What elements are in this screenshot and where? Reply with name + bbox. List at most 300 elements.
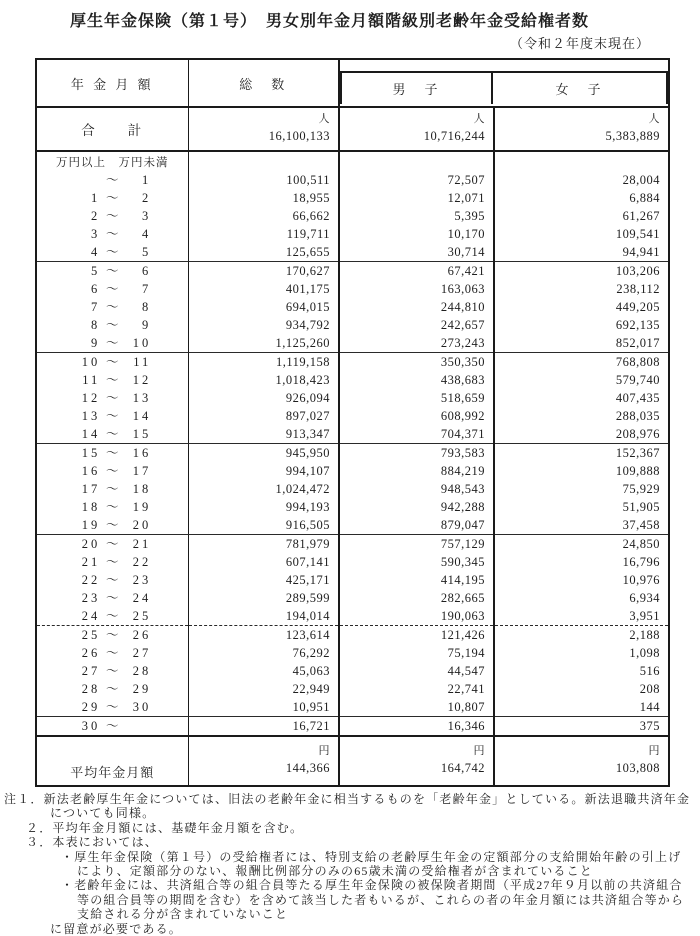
cell-male: 273,243 bbox=[339, 334, 494, 353]
range-label bbox=[37, 571, 188, 589]
note-line bbox=[0, 821, 700, 835]
range-label bbox=[37, 717, 188, 735]
average-row-label: 平均年金月額 bbox=[36, 736, 188, 786]
average-cell-total bbox=[188, 736, 339, 786]
table-row bbox=[36, 280, 669, 298]
range-tilde: ～ bbox=[105, 191, 119, 205]
cell-total: 100,511 bbox=[188, 171, 339, 189]
total-cell-total bbox=[188, 107, 339, 151]
range-label-cell bbox=[36, 553, 188, 571]
average-value-total: 144,366 bbox=[285, 761, 330, 775]
range-tilde: ～ bbox=[105, 682, 119, 696]
cell-total: 1,125,260 bbox=[188, 334, 339, 353]
range-label-cell bbox=[36, 280, 188, 298]
cell-total: 1,018,423 bbox=[188, 371, 339, 389]
range-label-cell bbox=[36, 626, 188, 645]
table-row bbox=[36, 589, 669, 607]
cell-female: 288,035 bbox=[615, 409, 661, 423]
range-label-cell bbox=[36, 444, 188, 463]
average-cell-male bbox=[339, 736, 494, 786]
cell-total: 289,599 bbox=[188, 589, 339, 607]
range-to: 2 bbox=[142, 191, 152, 205]
range-label bbox=[37, 698, 188, 716]
range-from: 13 bbox=[81, 409, 101, 423]
range-tilde: ～ bbox=[105, 500, 119, 514]
header-strip bbox=[340, 60, 668, 71]
range-label-cell bbox=[36, 407, 188, 425]
cell-total: 934,792 bbox=[188, 316, 339, 334]
range-to: 27 bbox=[132, 646, 152, 660]
range-label-cell bbox=[36, 498, 188, 516]
cell-male: 884,219 bbox=[339, 462, 494, 480]
cell-total: 22,949 bbox=[188, 680, 339, 698]
range-label-cell bbox=[36, 316, 188, 334]
range-to: 19 bbox=[132, 500, 152, 514]
range-to: 10 bbox=[132, 336, 152, 350]
cell-female: 375 bbox=[639, 719, 661, 733]
range-label bbox=[37, 589, 188, 607]
range-tilde: ～ bbox=[105, 282, 119, 296]
note-text: ３．本表においては、 bbox=[26, 835, 159, 850]
cell-female: 51,905 bbox=[622, 500, 661, 514]
range-from: 11 bbox=[82, 373, 101, 387]
cell-male: 30,714 bbox=[339, 243, 494, 262]
cell-male: 22,741 bbox=[339, 680, 494, 698]
notes bbox=[0, 792, 700, 936]
cell-male: 518,659 bbox=[339, 389, 494, 407]
cell-total: 994,193 bbox=[188, 498, 339, 516]
range-tilde: ～ bbox=[105, 464, 119, 478]
range-from: 27 bbox=[81, 664, 101, 678]
cell-total: 926,094 bbox=[188, 389, 339, 407]
range-from: 1 bbox=[91, 191, 101, 205]
table-row bbox=[36, 298, 669, 316]
range-label-cell bbox=[36, 353, 188, 372]
col-header-female: 女 子 bbox=[555, 82, 604, 97]
cell-male: 704,371 bbox=[339, 425, 494, 444]
total-value-female: 5,383,889 bbox=[605, 129, 661, 143]
range-tilde: ～ bbox=[105, 355, 119, 369]
empty-cell bbox=[339, 151, 494, 171]
gender-header-box bbox=[340, 71, 668, 104]
cell-female: 144 bbox=[494, 698, 669, 717]
range-to: 7 bbox=[142, 282, 152, 296]
table-row bbox=[36, 516, 669, 535]
cell-female: 75,929 bbox=[622, 482, 661, 496]
range-tilde: ～ bbox=[105, 664, 119, 678]
empty-cell bbox=[188, 151, 339, 171]
range-label-cell bbox=[36, 607, 188, 626]
note-text: 注１．新法老齢厚生年金については、旧法の老齢年金に相当するものを「老齢年金」としている。新法退職共済年金 bbox=[4, 792, 691, 806]
table-row bbox=[36, 698, 669, 717]
range-to: 30 bbox=[132, 700, 152, 714]
range-from: 18 bbox=[81, 500, 101, 514]
cell-total: 18,955 bbox=[188, 189, 339, 207]
cell-male: 414,195 bbox=[339, 571, 494, 589]
range-tilde: ～ bbox=[105, 573, 119, 587]
range-label bbox=[37, 280, 188, 298]
range-from: 3 bbox=[91, 227, 101, 241]
range-tilde: ～ bbox=[105, 227, 119, 241]
range-label bbox=[37, 607, 188, 625]
range-from: 5 bbox=[91, 264, 101, 278]
cell-total: 916,505 bbox=[188, 516, 339, 535]
cell-total: 694,015 bbox=[188, 298, 339, 316]
table-row bbox=[36, 680, 669, 698]
note-text: 支給される分が含まれていないこと bbox=[77, 907, 289, 922]
cell-female: 10,976 bbox=[622, 573, 661, 587]
range-from: 2 bbox=[91, 209, 101, 223]
range-to: 21 bbox=[132, 537, 152, 551]
cell-male: 10,807 bbox=[339, 698, 494, 717]
cell-female: 2,188 bbox=[629, 628, 661, 642]
total-value-male: 10,716,244 bbox=[423, 129, 485, 143]
range-label-cell bbox=[36, 207, 188, 225]
range-label-cell bbox=[36, 535, 188, 554]
range-from: 9 bbox=[91, 336, 101, 350]
range-label bbox=[37, 644, 188, 662]
note-line bbox=[0, 792, 700, 806]
range-to: 26 bbox=[132, 628, 152, 642]
range-to: 25 bbox=[132, 609, 152, 623]
cell-male: 942,288 bbox=[339, 498, 494, 516]
cell-female: 61,267 bbox=[622, 209, 661, 223]
table-row bbox=[36, 262, 669, 281]
range-from: 12 bbox=[81, 391, 101, 405]
cell-total: 170,627 bbox=[188, 262, 339, 281]
cell-female: 37,458 bbox=[494, 516, 669, 535]
average-value-male: 164,742 bbox=[440, 761, 485, 775]
cell-female: 768,808 bbox=[615, 355, 661, 369]
range-label bbox=[37, 371, 188, 389]
range-tilde: ～ bbox=[105, 409, 119, 423]
total-cell-female bbox=[494, 107, 669, 151]
cell-female: 208 bbox=[639, 682, 661, 696]
total-row bbox=[36, 107, 669, 151]
person-unit: 人 bbox=[473, 113, 485, 125]
note-text: ・老齢年金には、共済組合等の組合員等たる厚生年金保険の被保険者期間（平成27年９月以前の共済組合 bbox=[61, 878, 683, 893]
table-row bbox=[36, 480, 669, 498]
col-header-total: 総 数 bbox=[188, 59, 339, 107]
cell-total: 781,979 bbox=[188, 535, 339, 554]
range-to: 24 bbox=[132, 591, 152, 605]
note-line bbox=[0, 864, 700, 878]
cell-male: 590,345 bbox=[339, 553, 494, 571]
range-label bbox=[37, 480, 188, 498]
table-row bbox=[36, 571, 669, 589]
table-row bbox=[36, 207, 669, 225]
total-row-label: 合 計 bbox=[36, 107, 188, 151]
cell-female: 103,206 bbox=[615, 264, 661, 278]
cell-total: 994,107 bbox=[188, 462, 339, 480]
range-label-cell bbox=[36, 480, 188, 498]
range-tilde: ～ bbox=[105, 209, 119, 223]
range-tilde: ～ bbox=[105, 482, 119, 496]
range-to: 14 bbox=[132, 409, 152, 423]
table-row bbox=[36, 553, 669, 571]
cell-total: 123,614 bbox=[188, 626, 339, 645]
note-line bbox=[0, 806, 700, 820]
range-tilde: ～ bbox=[105, 591, 119, 605]
cell-female: 94,941 bbox=[494, 243, 669, 262]
cell-male: 793,583 bbox=[339, 444, 494, 463]
cell-male: 190,063 bbox=[339, 607, 494, 626]
cell-female: 579,740 bbox=[615, 373, 661, 387]
range-header-label: 万円以上 万円未満 bbox=[36, 151, 188, 171]
table-row bbox=[36, 243, 669, 262]
range-label-cell bbox=[36, 425, 188, 444]
range-label-cell bbox=[36, 334, 188, 353]
cell-female: 852,017 bbox=[494, 334, 669, 353]
range-to: 28 bbox=[132, 664, 152, 678]
person-unit: 人 bbox=[648, 113, 661, 125]
cell-female: 109,541 bbox=[615, 227, 661, 241]
range-from: 6 bbox=[91, 282, 101, 296]
note-text: ・厚生年金保険（第１号）の受給権者には、特別支給の老齢厚生年金の定額部分の支給開始年齢の引上げ bbox=[61, 849, 682, 864]
range-from: 8 bbox=[91, 318, 101, 332]
cell-total: 897,027 bbox=[188, 407, 339, 425]
cell-male: 608,992 bbox=[339, 407, 494, 425]
range-from: 26 bbox=[81, 646, 101, 660]
cell-female: 152,367 bbox=[615, 446, 661, 460]
range-tilde: ～ bbox=[105, 173, 119, 187]
range-label bbox=[37, 535, 188, 553]
range-to: 16 bbox=[132, 446, 152, 460]
range-from: 25 bbox=[81, 628, 101, 642]
note-text: により、定額部分のない、報酬比例部分のみの65歳未満の受給権者が含まれていること bbox=[77, 864, 594, 879]
range-to: 17 bbox=[132, 464, 152, 478]
range-label bbox=[37, 407, 188, 425]
table-row bbox=[36, 316, 669, 334]
cell-male: 244,810 bbox=[339, 298, 494, 316]
table-row bbox=[36, 371, 669, 389]
cell-total: 194,014 bbox=[188, 607, 339, 626]
range-label-cell bbox=[36, 516, 188, 535]
range-from: 7 bbox=[91, 300, 101, 314]
table-row bbox=[36, 662, 669, 680]
yen-unit: 円 bbox=[473, 745, 485, 757]
cell-male: 12,071 bbox=[339, 189, 494, 207]
range-from: 29 bbox=[81, 700, 101, 714]
table-row bbox=[36, 407, 669, 425]
range-tilde: ～ bbox=[105, 719, 119, 733]
table-row bbox=[36, 171, 669, 189]
note-line bbox=[0, 850, 700, 864]
table-row bbox=[36, 644, 669, 662]
range-label bbox=[37, 207, 188, 225]
table-row bbox=[36, 353, 669, 372]
range-label bbox=[37, 262, 188, 280]
col-header-pension-amount: 年 金 月 額 bbox=[36, 59, 188, 107]
page-title: 厚生年金保険（第１号） 男女別年金月額階級別老齢年金受給権者数 bbox=[70, 13, 590, 30]
range-label-cell bbox=[36, 644, 188, 662]
cell-total: 10,951 bbox=[188, 698, 339, 717]
range-tilde: ～ bbox=[105, 555, 119, 569]
range-label-cell bbox=[36, 589, 188, 607]
range-label bbox=[37, 171, 188, 189]
range-label bbox=[37, 425, 188, 443]
note-line bbox=[0, 907, 700, 921]
note-text: 等の組合員等の期間を含む）を含めて該当した者もいるが、これらの者の年金月額には共済組合等から bbox=[77, 892, 685, 907]
range-label bbox=[37, 243, 188, 261]
cell-total: 1,024,472 bbox=[188, 480, 339, 498]
range-label bbox=[37, 553, 188, 571]
table-row bbox=[36, 717, 669, 737]
cell-total: 125,655 bbox=[188, 243, 339, 262]
cell-male: 163,063 bbox=[339, 280, 494, 298]
cell-male: 121,426 bbox=[339, 626, 494, 645]
cell-female: 109,888 bbox=[615, 464, 661, 478]
cell-male: 75,194 bbox=[339, 644, 494, 662]
range-tilde: ～ bbox=[105, 336, 119, 350]
table-row bbox=[36, 189, 669, 207]
range-from: 23 bbox=[81, 591, 101, 605]
range-tilde: ～ bbox=[105, 300, 119, 314]
range-tilde: ～ bbox=[105, 245, 119, 259]
cell-male: 10,170 bbox=[339, 225, 494, 243]
range-tilde: ～ bbox=[105, 537, 119, 551]
range-label-cell bbox=[36, 680, 188, 698]
range-tilde: ～ bbox=[105, 427, 119, 441]
range-label bbox=[37, 225, 188, 243]
table-row bbox=[36, 225, 669, 243]
cell-male: 438,683 bbox=[339, 371, 494, 389]
cell-total: 945,950 bbox=[188, 444, 339, 463]
range-label-cell bbox=[36, 298, 188, 316]
range-label-cell bbox=[36, 571, 188, 589]
range-label-cell bbox=[36, 389, 188, 407]
range-from: 30 bbox=[81, 719, 101, 733]
range-to: 4 bbox=[142, 227, 152, 241]
cell-male: 350,350 bbox=[339, 353, 494, 372]
total-value-total: 16,100,133 bbox=[268, 129, 330, 143]
table-row bbox=[36, 334, 669, 353]
range-to: 9 bbox=[142, 318, 152, 332]
col-header-gender-group bbox=[339, 59, 669, 107]
cell-female: 208,976 bbox=[494, 425, 669, 444]
cell-male: 67,421 bbox=[339, 262, 494, 281]
range-from: 21 bbox=[81, 555, 101, 569]
average-value-female: 103,808 bbox=[615, 761, 661, 775]
range-label-cell bbox=[36, 717, 188, 737]
cell-female: 1,098 bbox=[629, 646, 661, 660]
range-header-row bbox=[36, 151, 669, 171]
cell-total: 401,175 bbox=[188, 280, 339, 298]
range-label-cell bbox=[36, 189, 188, 207]
range-tilde: ～ bbox=[105, 628, 119, 642]
range-to: 3 bbox=[142, 209, 152, 223]
note-text: に留意が必要である。 bbox=[50, 921, 183, 936]
range-from: 22 bbox=[81, 573, 101, 587]
table-row bbox=[36, 498, 669, 516]
range-tilde: ～ bbox=[105, 609, 119, 623]
total-cell-male bbox=[339, 107, 494, 151]
range-from: 20 bbox=[81, 537, 101, 551]
range-tilde: ～ bbox=[105, 264, 119, 278]
cell-female: 16,796 bbox=[622, 555, 661, 569]
cell-total: 16,721 bbox=[188, 717, 339, 737]
range-to: 29 bbox=[132, 682, 152, 696]
cell-male: 242,657 bbox=[339, 316, 494, 334]
range-label-cell bbox=[36, 171, 188, 189]
cell-female: 6,934 bbox=[629, 591, 661, 605]
cell-male: 44,547 bbox=[339, 662, 494, 680]
range-label-cell bbox=[36, 262, 188, 281]
cell-total: 119,711 bbox=[188, 225, 339, 243]
range-tilde: ～ bbox=[105, 700, 119, 714]
range-from: 14 bbox=[81, 427, 101, 441]
cell-total: 66,662 bbox=[188, 207, 339, 225]
cell-total: 425,171 bbox=[188, 571, 339, 589]
cell-male: 948,543 bbox=[339, 480, 494, 498]
range-from: 15 bbox=[81, 446, 101, 460]
range-label-cell bbox=[36, 225, 188, 243]
col-header-male: 男 子 bbox=[342, 73, 493, 104]
table-row bbox=[36, 425, 669, 444]
range-label bbox=[37, 462, 188, 480]
cell-male: 72,507 bbox=[339, 171, 494, 189]
note-text: ２．平均年金月額には、基礎年金月額を含む。 bbox=[26, 820, 304, 835]
cell-female: 3,951 bbox=[494, 607, 669, 626]
cell-male: 5,395 bbox=[339, 207, 494, 225]
header-row bbox=[36, 59, 669, 107]
range-label-cell bbox=[36, 698, 188, 717]
cell-female: 516 bbox=[639, 664, 661, 678]
range-label bbox=[37, 298, 188, 316]
cell-female: 238,112 bbox=[616, 282, 661, 296]
cell-total: 607,141 bbox=[188, 553, 339, 571]
empty-cell bbox=[494, 151, 669, 171]
note-line bbox=[0, 922, 700, 936]
range-tilde: ～ bbox=[105, 446, 119, 460]
cell-total: 45,063 bbox=[188, 662, 339, 680]
range-label bbox=[37, 389, 188, 407]
cell-female: 6,884 bbox=[629, 191, 661, 205]
range-to: 11 bbox=[133, 355, 152, 369]
pension-table bbox=[35, 58, 670, 787]
cell-female: 449,205 bbox=[615, 300, 661, 314]
range-label bbox=[37, 334, 188, 352]
person-unit: 人 bbox=[318, 113, 330, 125]
table-row bbox=[36, 626, 669, 645]
range-from: 16 bbox=[81, 464, 101, 478]
yen-unit: 円 bbox=[318, 745, 330, 757]
cell-total: 76,292 bbox=[188, 644, 339, 662]
range-to: 5 bbox=[142, 245, 152, 259]
table-row bbox=[36, 462, 669, 480]
range-from: 4 bbox=[91, 245, 101, 259]
range-from: 17 bbox=[81, 482, 101, 496]
average-row bbox=[36, 736, 669, 786]
cell-total: 1,119,158 bbox=[188, 353, 339, 372]
range-label bbox=[37, 498, 188, 516]
range-label bbox=[37, 626, 188, 644]
range-to: 23 bbox=[132, 573, 152, 587]
range-to: 12 bbox=[132, 373, 152, 387]
cell-total: 913,347 bbox=[188, 425, 339, 444]
range-from: 24 bbox=[81, 609, 101, 623]
table-row bbox=[36, 389, 669, 407]
range-label bbox=[37, 444, 188, 462]
range-from: 10 bbox=[81, 355, 101, 369]
range-tilde: ～ bbox=[105, 318, 119, 332]
average-cell-female bbox=[494, 736, 669, 786]
range-to: 6 bbox=[142, 264, 152, 278]
note-text: についても同様。 bbox=[50, 806, 156, 821]
range-to: 22 bbox=[132, 555, 152, 569]
range-to: 1 bbox=[142, 173, 152, 187]
range-to: 13 bbox=[132, 391, 152, 405]
